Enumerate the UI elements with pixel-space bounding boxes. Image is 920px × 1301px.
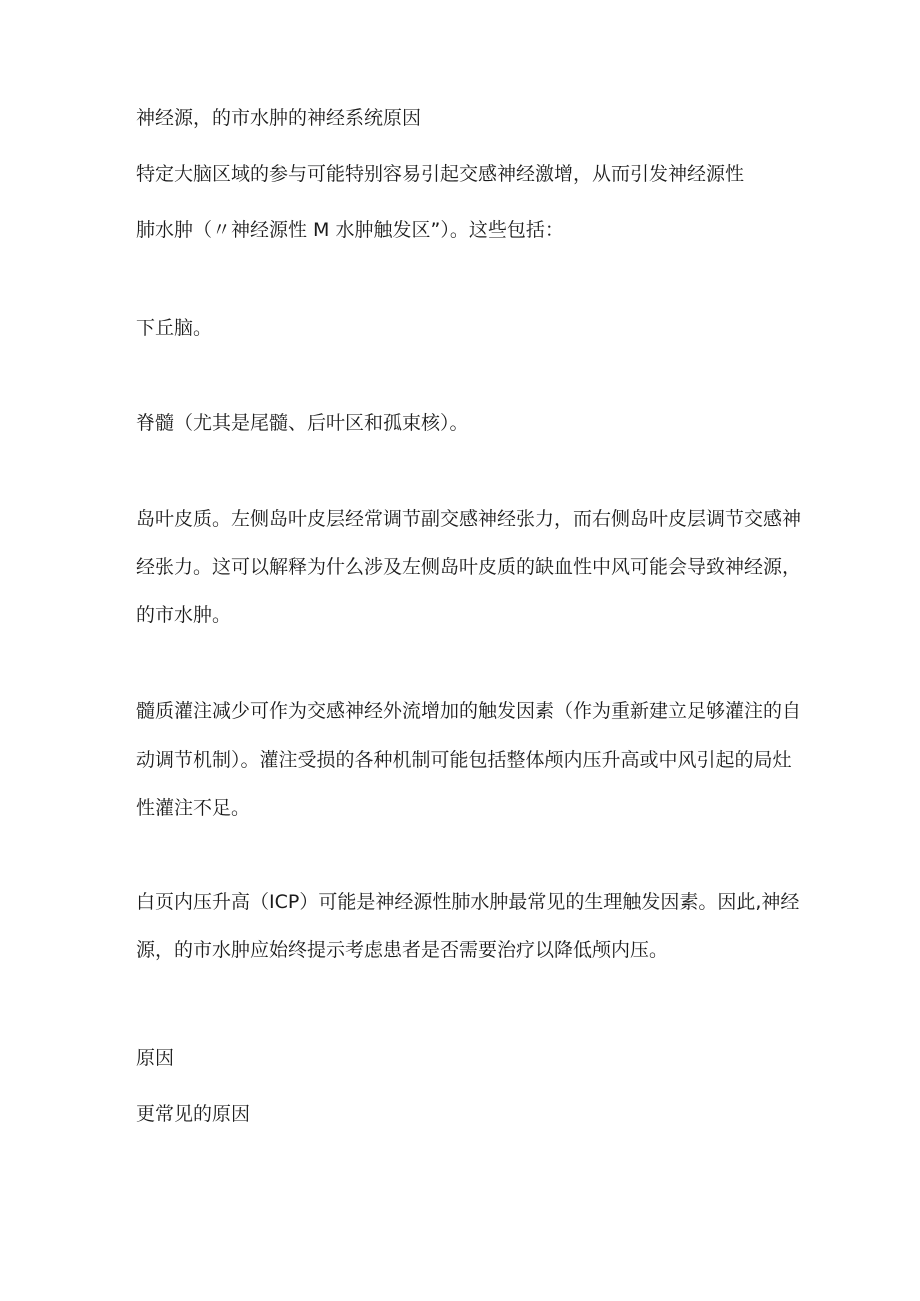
item-insular-line-1: 岛叶皮质。左侧岛叶皮层经常调节副交感神经张力，而右侧岛叶皮层调节交感神	[136, 508, 802, 530]
subheading-common-causes: 更常见的原因	[136, 1103, 251, 1125]
section-title: 神经源，的市水肿的神经系统原因	[136, 107, 422, 129]
intro-line-2: 肺水肿（〃神经源性 M 水肿触发区”）。这些包括：	[136, 219, 564, 241]
item-perfusion-line-3: 性灌注不足。	[136, 797, 251, 819]
item-icp-line-2: 源，的市水肿应始终提示考虑患者是否需要治疗以降低颅内压。	[136, 939, 669, 961]
item-hypothalamus: 下丘脑。	[136, 317, 213, 339]
item-insular-line-2: 经张力。这可以解释为什么涉及左侧岛叶皮质的缺血性中风可能会导致神经源，	[136, 556, 802, 578]
item-perfusion-line-2: 动调节机制）。灌注受损的各种机制可能包括整体颅内压升高或中风引起的局灶	[136, 749, 792, 771]
heading-causes: 原因	[136, 1047, 175, 1069]
item-perfusion-line-1: 髓质灌注减少可作为交感神经外流增加的触发因素（作为重新建立足够灌注的自	[136, 700, 802, 722]
item-icp-line-1: 白页内压升高（ICP）可能是神经源性肺水肿最常见的生理触发因素。因此,神经	[136, 891, 800, 913]
intro-line-1: 特定大脑区域的参与可能特别容易引起交感神经激增，从而引发神经源性	[136, 163, 745, 185]
item-insular-line-3: 的市水肿。	[136, 604, 232, 626]
item-medulla: 脊髓（尤其是尾髓、后叶区和孤束核）。	[136, 412, 469, 434]
